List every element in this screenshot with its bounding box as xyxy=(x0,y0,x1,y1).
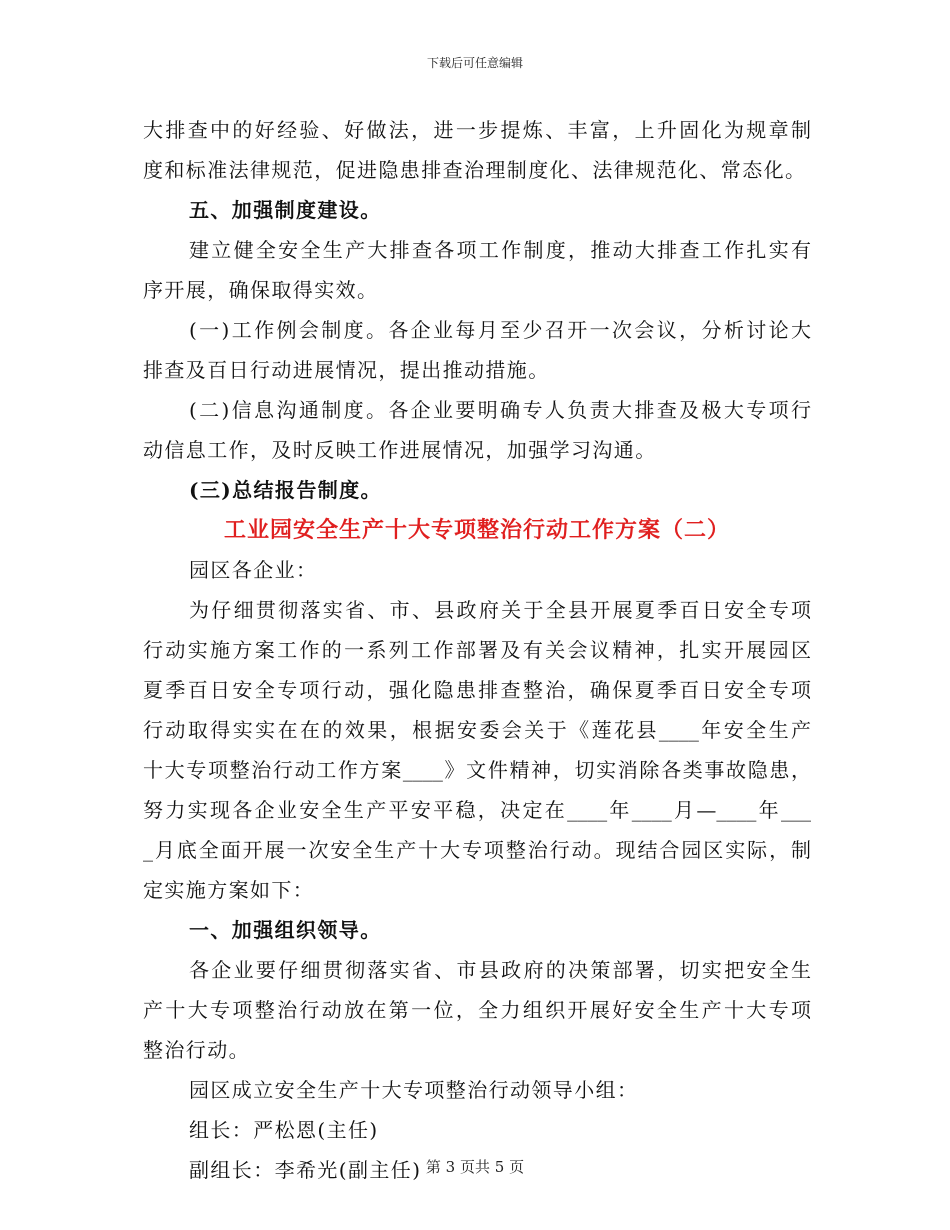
paragraph-line: 夏季百日安全专项行动，强化隐患排查整治，确保夏季百日安全专项 xyxy=(143,678,811,702)
paragraph-line: 为仔细贯彻落实省、市、县政府关于全县开展夏季百日安全专项 xyxy=(189,598,811,622)
paragraph-line: (二)信息沟通制度。各企业要明确专人负责大排查及极大专项行 xyxy=(189,398,811,422)
paragraph-line: 度和标准法律规范，促进隐患排查治理制度化、法律规范化、常态化。 xyxy=(143,158,807,182)
paragraph-line: 十大专项整治行动工作方案____》文件精神，切实消除各类事故隐患， xyxy=(143,758,811,782)
paragraph-line: 定实施方案如下： xyxy=(143,878,315,902)
leader-line: 组长：严松恩(主任) xyxy=(189,1118,379,1142)
paragraph-line: 序开展，确保取得实效。 xyxy=(143,278,379,302)
paragraph-line: 大排查中的好经验、好做法，进一步提炼、丰富，上升固化为规章制 xyxy=(143,118,811,142)
page-header: 下载后可任意编辑 xyxy=(426,56,523,70)
page-footer: 第 3 页共 5 页 xyxy=(425,1158,525,1176)
paragraph-line: 行动取得实实在在的效果，根据安委会关于《莲花县____年安全生产 xyxy=(143,718,811,742)
paragraph-line: 动信息工作，及时反映工作进展情况，加强学习沟通。 xyxy=(143,438,657,462)
paragraph-line: 努力实现各企业安全生产平安平稳，决定在____年____月—____年___ xyxy=(143,798,811,822)
salutation: 园区各企业： xyxy=(189,558,318,582)
paragraph-line: 行动实施方案工作的一系列工作部署及有关会议精神，扎实开展园区 xyxy=(143,638,811,662)
paragraph-line: 建立健全安全生产大排查各项工作制度，推动大排查工作扎实有 xyxy=(189,238,811,262)
paragraph-line: 各企业要仔细贯彻落实省、市县政府的决策部署，切实把安全生 xyxy=(189,958,811,982)
paragraph-line: _月底全面开展一次安全生产十大专项整治行动。现结合园区实际，制 xyxy=(143,838,811,862)
section-heading: 五、加强制度建设。 xyxy=(189,198,382,222)
document-body xyxy=(143,110,811,1190)
paragraph-line: (一)工作例会制度。各企业每月至少召开一次会议，分析讨论大 xyxy=(189,318,811,342)
subsection-heading: (三)总结报告制度。 xyxy=(189,478,382,502)
section-heading: 一、加强组织领导。 xyxy=(189,918,382,942)
deputy-leader-line: 副组长：李希光(副主任) xyxy=(189,1158,422,1182)
paragraph-line: 产十大专项整治行动放在第一位，全力组织开展好安全生产十大专项 xyxy=(143,998,811,1022)
document-title: 工业园安全生产十大专项整治行动工作方案（二） xyxy=(223,517,730,543)
paragraph-line: 整治行动。 xyxy=(143,1038,250,1062)
paragraph-line: 园区成立安全生产十大专项整治行动领导小组： xyxy=(189,1078,639,1102)
paragraph-line: 排查及百日行动进展情况，提出推动措施。 xyxy=(143,358,550,382)
